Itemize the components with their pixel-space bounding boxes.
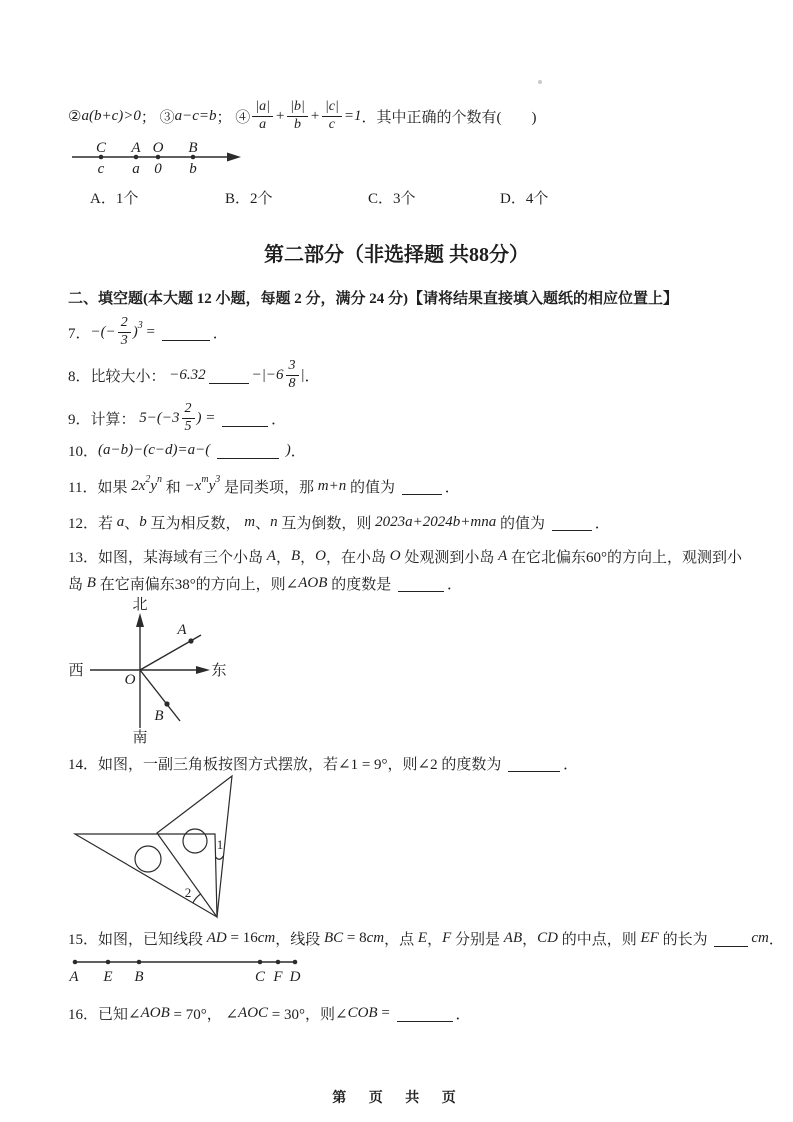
text-run: = 8 — [343, 929, 367, 946]
answer-blank — [552, 514, 592, 531]
text-run: ． — [446, 576, 462, 593]
text-run: 互为倒数，则 — [277, 515, 376, 532]
text-run: ． — [594, 515, 610, 532]
text-run: ． — [304, 368, 320, 385]
question-13-line1 — [68, 544, 742, 568]
text-run: 13．如图，某海域有三个小岛 — [68, 549, 267, 566]
math-run: −(− — [90, 323, 116, 340]
text-run: 16．已知∠ — [68, 1006, 141, 1023]
text-run: ， — [275, 549, 291, 566]
text-run: 在它南偏东38°的方向上，则∠ — [95, 576, 299, 593]
north-label: 北 — [132, 597, 148, 613]
island-b-dot — [164, 701, 169, 706]
math-run: −x — [184, 477, 202, 494]
math-run: + — [275, 107, 286, 124]
math-run: a — [116, 513, 125, 530]
text-run: ， — [522, 931, 538, 948]
fraction-denominator: b — [293, 116, 301, 132]
south-label: 南 — [132, 730, 148, 746]
math-run: AOC — [238, 1004, 269, 1021]
text-run: 是同类项，那 — [220, 479, 318, 496]
east-label: 东 — [211, 663, 227, 679]
answer-blank — [217, 442, 279, 459]
number-line-diagram — [60, 137, 260, 179]
seg-label-a: A — [69, 969, 79, 985]
math-run: cm — [257, 929, 276, 946]
text-run: ， — [427, 931, 443, 948]
text-run: 的中点，则 — [557, 931, 641, 948]
math-run: m — [244, 513, 256, 530]
math-run: y — [150, 477, 158, 494]
seg-label-e: E — [103, 969, 113, 985]
fraction-denominator: 5 — [184, 418, 192, 434]
superscript: 3 — [215, 474, 221, 485]
fraction-denominator: 3 — [120, 332, 128, 348]
point-label-C: C — [95, 140, 107, 156]
math-run: A — [266, 547, 276, 564]
text-run: ． — [290, 443, 306, 460]
text-run: = — [377, 1004, 394, 1021]
question-11 — [68, 474, 460, 498]
text-run: = 16 — [226, 929, 258, 946]
math-run: 2x — [131, 477, 146, 494]
math-run: a(b+c)>0 — [81, 107, 141, 124]
seg-point-c-dot — [258, 960, 263, 965]
west-label: 西 — [68, 663, 84, 679]
text-run: 处观测到小岛 — [400, 549, 499, 566]
text-run: 12．若 — [68, 515, 117, 532]
question-13-line2 — [68, 571, 462, 595]
superscript: 2 — [145, 474, 151, 485]
text-run: 分别是 — [451, 931, 504, 948]
math-run: AOB — [140, 1004, 170, 1021]
text-run: ，线段 — [275, 931, 324, 948]
scan-artifact-dot — [538, 80, 542, 84]
seg-label-f: F — [273, 969, 283, 985]
angle-1-arc — [216, 856, 224, 859]
value-label-a: a — [132, 161, 140, 177]
math-run: cm — [366, 929, 385, 946]
math-run: COB — [347, 1004, 378, 1021]
fraction-numerator: 2 — [182, 402, 195, 419]
text-run: 岛 — [68, 576, 87, 593]
angle-2-arc — [193, 894, 201, 903]
math-run: AB — [503, 929, 523, 946]
text-run: 互为相反数， — [146, 515, 245, 532]
question-16 — [68, 1001, 471, 1025]
text-run: 的长为 — [658, 931, 712, 948]
math-run: + — [309, 107, 320, 124]
point-label-A: A — [131, 140, 141, 156]
text-run: ． — [563, 756, 579, 773]
seg-label-c: C — [254, 969, 266, 985]
math-run: F — [442, 929, 452, 946]
point-label-O: O — [152, 140, 164, 156]
text-run: ，在小岛 — [325, 549, 390, 566]
text-run: 在它北偏东60°的方向上，观测到小 — [507, 549, 743, 566]
math-run: 5−(−3 — [139, 409, 180, 426]
math-run: −|−6 — [251, 366, 284, 383]
seg-point-a-dot — [73, 960, 78, 965]
text-run: 、 — [255, 515, 271, 532]
text-run: = — [142, 323, 159, 340]
question-12 — [68, 510, 610, 534]
math-run: b — [139, 513, 147, 530]
answer-blank — [222, 410, 268, 427]
answer-blank — [397, 1005, 453, 1022]
math-run: A — [498, 547, 508, 564]
text-run: 15．如图，已知线段 — [68, 931, 207, 948]
seg-point-b-dot — [137, 960, 142, 965]
text-run: 的值为 — [346, 479, 399, 496]
question-8 — [68, 353, 320, 397]
fraction — [118, 316, 131, 348]
compass-diagram — [60, 597, 240, 747]
math-run: cm — [751, 929, 769, 946]
seg-label-b: B — [134, 969, 144, 985]
answer-blank — [398, 575, 444, 592]
east-arrowhead — [196, 666, 210, 674]
fraction-numerator: |b| — [287, 100, 308, 117]
math-run: O — [315, 547, 326, 564]
text-run: ． — [455, 1006, 471, 1023]
number-line-arrowhead — [227, 153, 241, 162]
question-15 — [68, 926, 784, 950]
seg-point-e-dot — [106, 960, 111, 965]
fraction-numerator: 2 — [118, 316, 131, 333]
text-run: = 30°，则∠ — [268, 1006, 348, 1023]
text-run: = 70°， ∠ — [169, 1006, 239, 1023]
question-10 — [68, 438, 306, 462]
math-run: B — [290, 547, 301, 564]
segment-diagram — [60, 948, 310, 993]
fraction-denominator: c — [328, 116, 336, 132]
text-run: ； ③ — [140, 109, 175, 126]
answer-blank — [402, 478, 442, 495]
question-9 — [68, 396, 286, 440]
answer-blank — [714, 930, 748, 947]
value-label-c: c — [97, 161, 105, 177]
seg-point-f-dot — [276, 960, 281, 965]
math-run: =1 — [343, 107, 362, 124]
math-run: B — [86, 574, 96, 591]
text-run: 7． — [68, 325, 91, 342]
bottom-square-hole — [135, 846, 161, 872]
seg-label-d: D — [289, 969, 301, 985]
text-run: 、 — [124, 515, 140, 532]
text-run: ， — [300, 549, 316, 566]
fraction-denominator: a — [259, 116, 267, 132]
fraction-numerator: |a| — [252, 100, 273, 117]
math-run: E — [417, 929, 428, 946]
math-run: AD — [206, 929, 227, 946]
text-run: ② — [68, 108, 82, 125]
math-run: ) — [132, 323, 138, 340]
island-b-label: B — [154, 708, 164, 724]
fraction-numerator: |c| — [322, 100, 342, 117]
math-run: m+n — [317, 477, 347, 494]
math-run: y — [208, 477, 216, 494]
fraction-denominator: 8 — [288, 375, 296, 391]
point-label-B: B — [188, 140, 198, 156]
question-6-stem — [68, 94, 537, 138]
north-arrowhead — [136, 613, 144, 627]
island-a-label: A — [177, 622, 187, 638]
text-run: 9．计算： — [68, 411, 140, 428]
text-run: ． — [444, 479, 460, 496]
text-run: 8．比较大小： — [68, 368, 170, 385]
math-run: (a−b)−(c−d)=a−( — [98, 441, 215, 458]
text-run: ．其中正确的个数有( ) — [361, 109, 537, 126]
math-run: ) — [282, 441, 291, 458]
top-square-hole — [183, 829, 207, 853]
superscript: 3 — [137, 320, 143, 331]
triangle-ruler-diagram — [62, 772, 252, 927]
option-a: A．1个 — [90, 191, 139, 207]
superscript: n — [157, 474, 163, 485]
math-run: | — [300, 366, 305, 383]
option-b: B．2个 — [225, 191, 273, 207]
fraction — [322, 100, 342, 132]
angle-1-label: 1 — [216, 837, 224, 852]
answer-blank — [209, 367, 249, 384]
value-label-b: b — [189, 161, 197, 177]
math-run: EF — [640, 929, 659, 946]
text-run: 和 — [162, 479, 185, 496]
question-7 — [68, 311, 228, 353]
math-run: 2023a+2024b+mna — [375, 513, 497, 530]
option-d: D．4个 — [500, 191, 549, 207]
option-c: C．3个 — [368, 191, 416, 207]
math-run: n — [270, 513, 278, 530]
fraction — [182, 402, 195, 434]
text-run: 14．如图，一副三角板按图方式摆放，若∠1 = 9°，则∠2 的度数为 — [68, 756, 506, 773]
text-run: ． — [212, 325, 228, 342]
text-run: ； ④ — [216, 109, 251, 126]
fraction — [287, 100, 308, 132]
math-run: −6.32 — [169, 366, 206, 383]
text-run: ，点 — [384, 931, 418, 948]
fill-in-instruction: 二、填空题(本大题 12 小题，每题 2 分，满分 24 分)【请将结果直接填入题纸的相应位置上】 — [68, 291, 678, 307]
fraction-numerator: 3 — [286, 359, 299, 376]
math-run: CD — [537, 929, 558, 946]
value-label-0: 0 — [154, 161, 162, 177]
fraction — [286, 359, 299, 391]
section-header: 第二部分（非选择题 共88分） — [264, 244, 529, 266]
math-run: AOB — [298, 574, 328, 591]
answer-blank — [508, 755, 560, 772]
origin-o-label: O — [124, 672, 136, 688]
text-run: ． — [768, 931, 784, 948]
angle-2-label: 2 — [184, 885, 192, 900]
superscript: m — [201, 474, 209, 485]
island-a-dot — [188, 638, 193, 643]
math-run: O — [389, 547, 401, 564]
page-footer: 第 页 共 页 — [332, 1091, 461, 1106]
math-run: ) = — [196, 409, 220, 426]
math-run: BC — [324, 929, 344, 946]
text-run: ． — [271, 411, 287, 428]
math-run: a−c=b — [174, 107, 217, 124]
text-run: 11．如果 — [68, 479, 132, 496]
text-run: 的度数是 — [327, 576, 395, 593]
text-run: 10． — [68, 443, 99, 460]
seg-point-d-dot — [293, 960, 298, 965]
fraction — [252, 100, 273, 132]
answer-blank — [162, 324, 210, 341]
text-run: 的值为 — [496, 515, 549, 532]
